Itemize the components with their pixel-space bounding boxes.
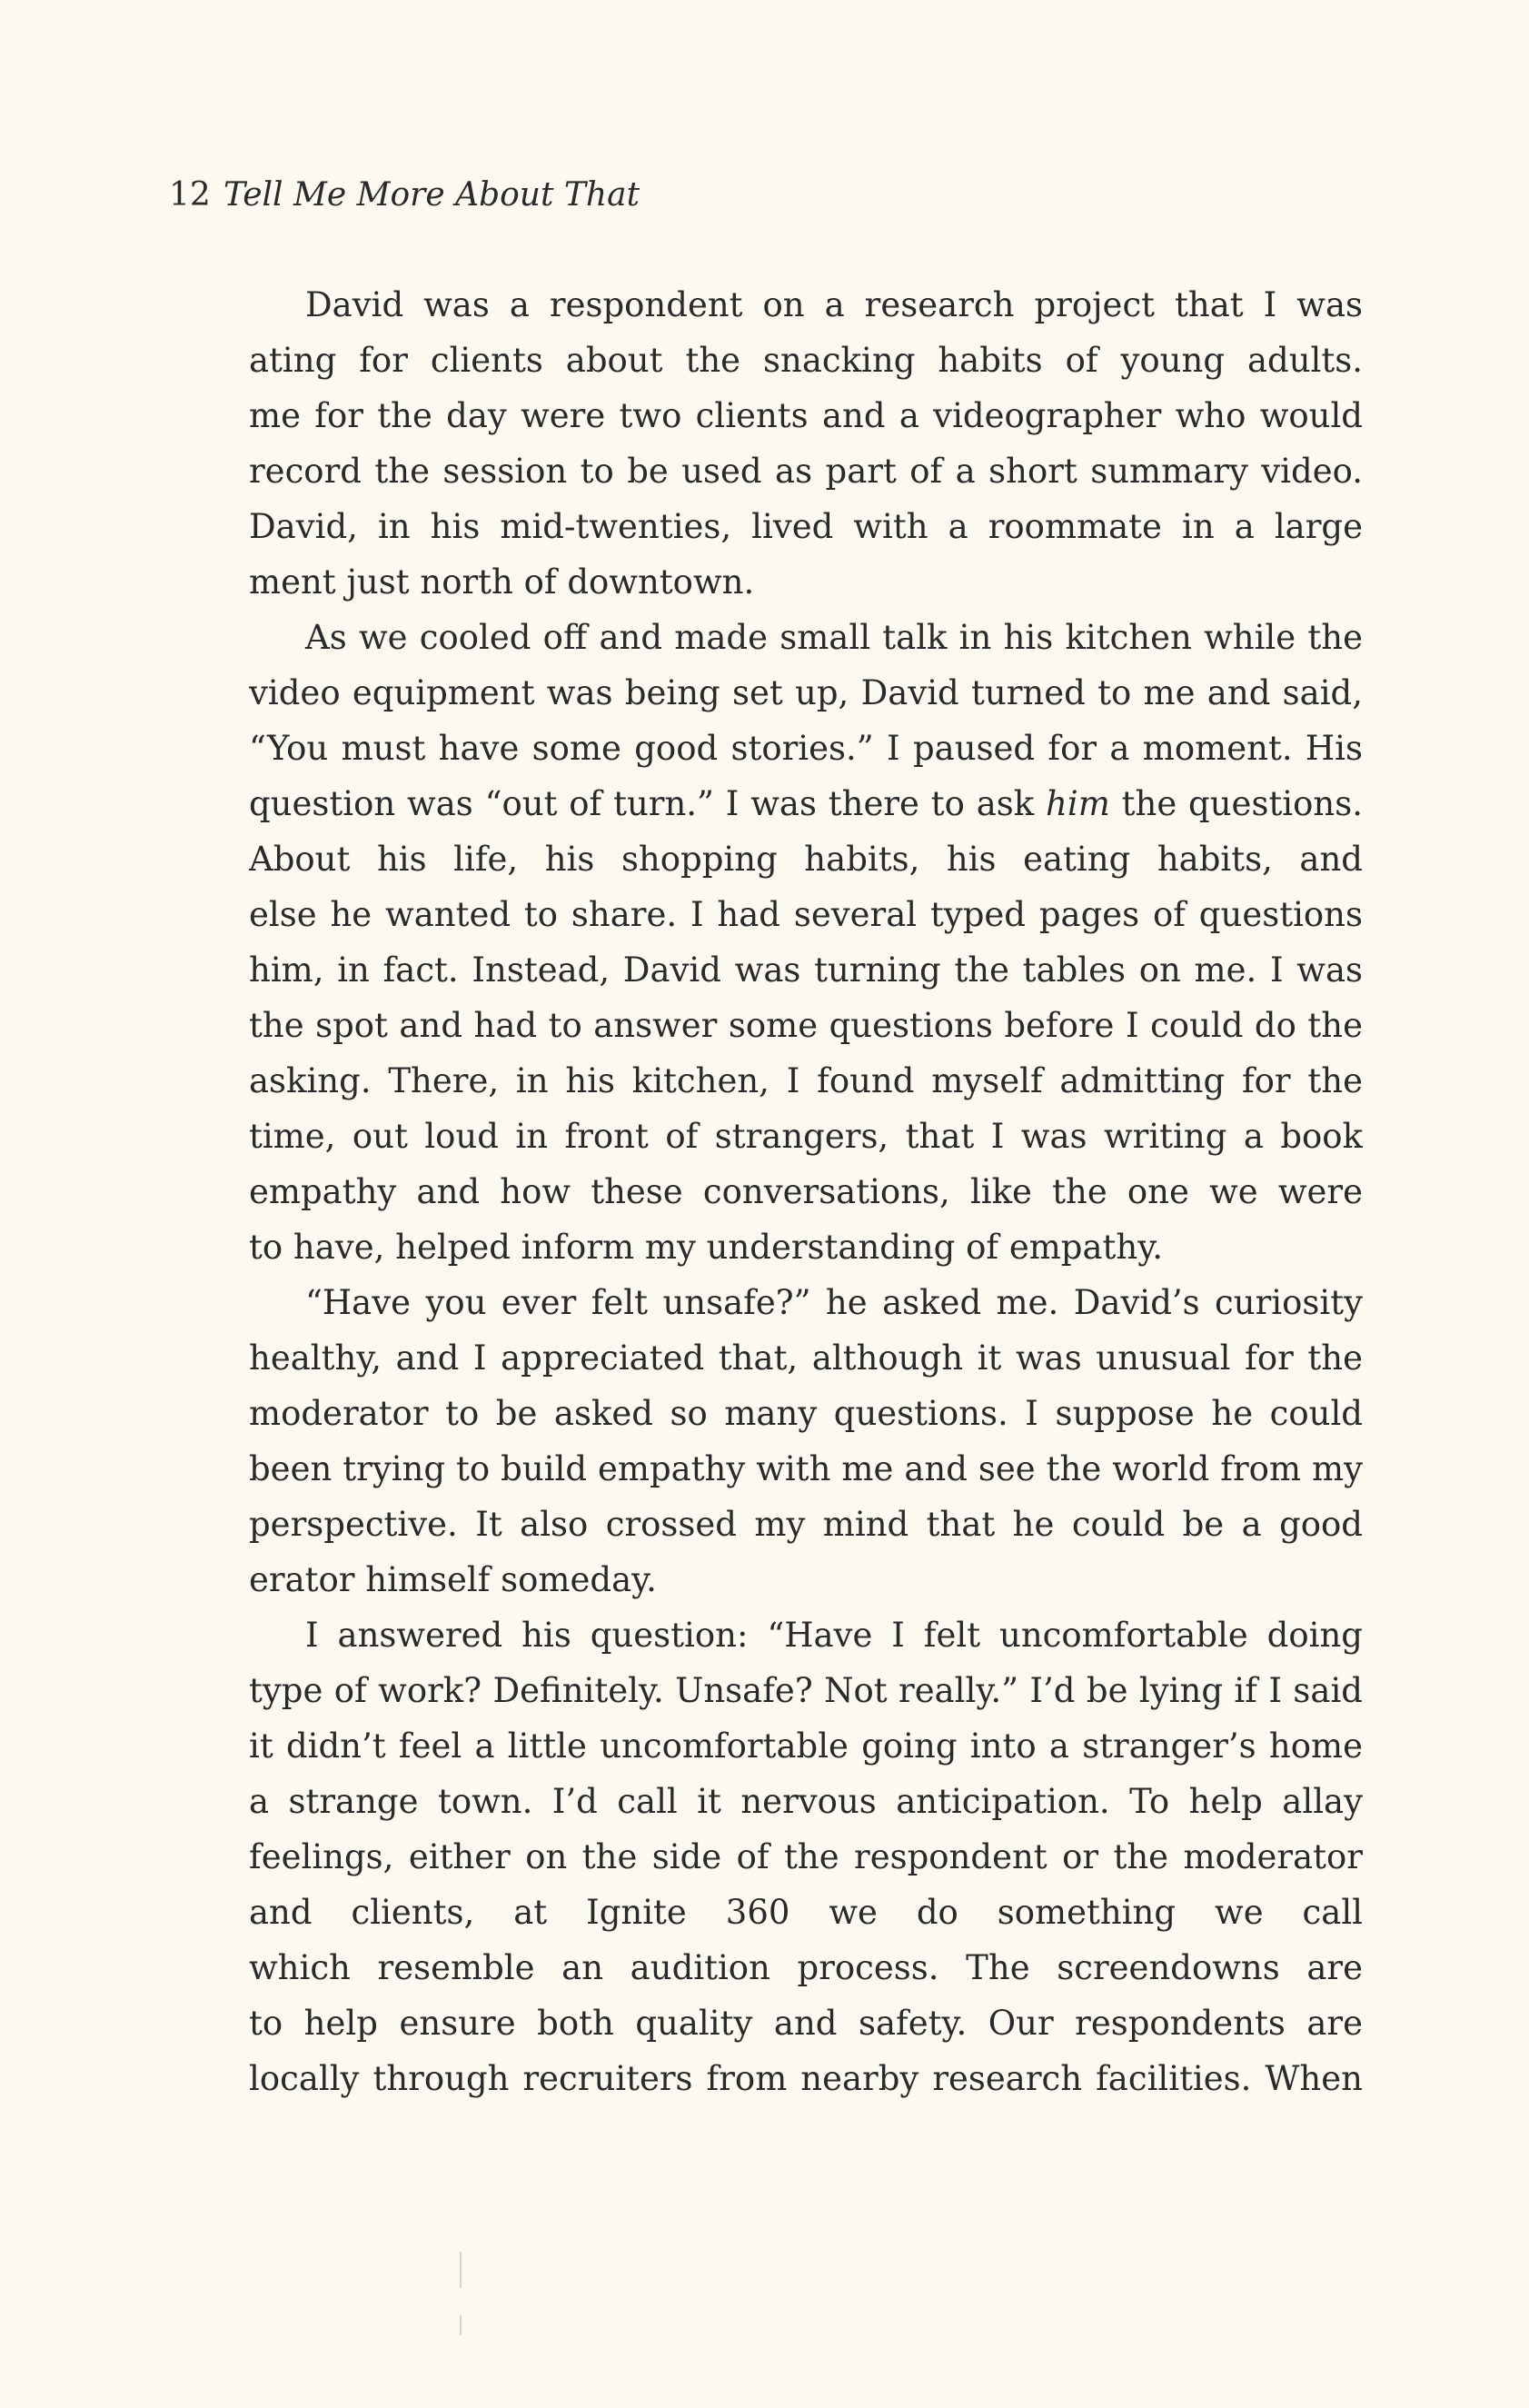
text-line: else he wanted to share. I had several typed pages of questions [249, 895, 1363, 934]
text-line: time, out loud in front of strangers, that I was writing a book [249, 1117, 1363, 1156]
text-line: him, in fact. Instead, David was turning the tables on me. I was [249, 950, 1363, 990]
text-line: which resemble an audition process. The screendowns are [249, 1948, 1363, 1987]
text-line: healthy, and I appreciated that, although it was unusual for the [249, 1338, 1363, 1378]
book-title: Tell Me More About That [223, 176, 640, 214]
text-line: erator himself someday. [249, 1560, 657, 1599]
text-line: to help ensure both quality and safety. Our respondents are [249, 2004, 1363, 2043]
text-line: locally through recruiters from nearby research facilities. When [249, 2059, 1363, 2098]
paper-scuff-mark [460, 2252, 462, 2288]
text-line: asking. There, in his kitchen, I found myself admitting for the [249, 1061, 1363, 1100]
text-line: been trying to build empathy with me and see the world from my [249, 1449, 1363, 1488]
text-line: David was a respondent on a research project that I was [305, 285, 1363, 324]
text-line: a strange town. I’d call it nervous anticipation. To help allay [249, 1782, 1363, 1821]
text-line: it didn’t feel a little uncomfortable going into a stranger’s home [249, 1726, 1363, 1766]
text-line: record the session to be used as part of a short summary video. [249, 452, 1363, 491]
text-line: I answered his question: “Have I felt uncomfortable doing [305, 1616, 1363, 1655]
emphasis: him [1046, 784, 1110, 823]
text-line: ating for clients about the snacking habits of young adults. [249, 341, 1363, 380]
text-line: About his life, his shopping habits, his eating habits, and [249, 840, 1363, 879]
text-line: “Have you ever felt unsafe?” he asked me. David’s curiosity [305, 1283, 1363, 1322]
body-text [249, 277, 1363, 2106]
text-line: ment just north of downtown. [249, 562, 755, 602]
text-line: video equipment was being set up, David turned to me and said, [249, 673, 1363, 712]
text-line: the spot and had to answer some questions before I could do the [249, 1006, 1363, 1045]
running-head [169, 174, 640, 217]
text-line: type of work? Definitely. Unsafe? Not really.” I’d be lying if I said [249, 1671, 1363, 1710]
paper-scuff-mark [460, 2315, 462, 2335]
text-line: perspective. It also crossed my mind that he could be a good [249, 1505, 1363, 1544]
text-line: and clients, at Ignite 360 we do something we call [249, 1893, 1363, 1932]
text-line: question was “out of turn.” I was there to ask him the questions. [249, 784, 1363, 823]
text-line: David, in his mid-twenties, lived with a roommate in a large [249, 507, 1363, 546]
text-line: “You must have some good stories.” I paused for a moment. His [249, 729, 1363, 768]
text-line: to have, helped inform my understanding of empathy. [249, 1228, 1163, 1267]
text-line: empathy and how these conversations, like the one we were [249, 1172, 1363, 1211]
page-number: 12 [169, 176, 211, 214]
text-line: As we cooled off and made small talk in his kitchen while the [305, 618, 1363, 657]
text-line: moderator to be asked so many questions. I suppose he could [249, 1394, 1363, 1433]
text-line: me for the day were two clients and a videographer who would [249, 396, 1363, 435]
text-line: feelings, either on the side of the respondent or the moderator [249, 1837, 1363, 1876]
